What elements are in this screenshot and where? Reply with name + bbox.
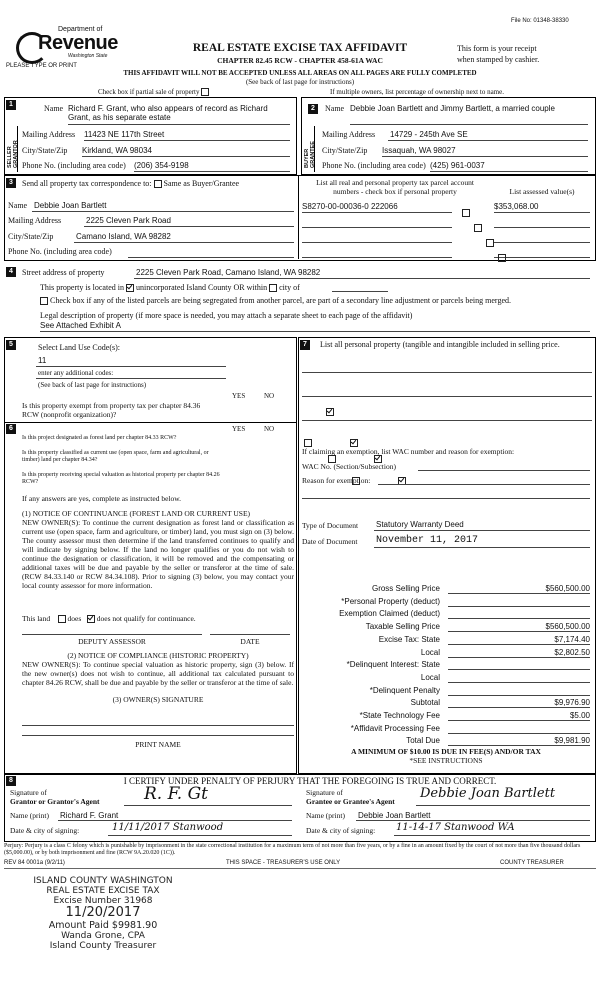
dor-logo (16, 26, 120, 64)
tax-row-value[interactable]: $560,500.00 (545, 622, 590, 631)
personal-property-checkbox-2[interactable] (474, 224, 482, 232)
logo-state: Washington State (68, 53, 108, 59)
form-title: REAL ESTATE EXCISE TAX AFFIDAVIT (192, 42, 408, 54)
corr-name[interactable]: Debbie Joan Bartlett (34, 201, 107, 210)
stamp-county: ISLAND COUNTY WASHINGTON (33, 876, 173, 886)
multiple-owners-note: If multiple owners, list percentage of ownership next to name. (330, 88, 504, 96)
personal-property-checkbox-4[interactable] (498, 254, 506, 262)
stamp-excise-number: Excise Number 31968 (53, 896, 153, 906)
buyer-phone-label: Phone No. (including area code) (322, 161, 426, 170)
seller-city-label: City/State/Zip (22, 146, 68, 155)
buyer-address[interactable]: 14729 - 245th Ave SE (390, 130, 468, 139)
grantee-date-city[interactable]: 11-14-17 Stanwood WA (396, 822, 515, 833)
assessor-date-label: DATE (240, 637, 260, 646)
grantee-sig-of: Signature of (306, 788, 343, 797)
seller-name-label: Name (44, 104, 64, 113)
grantor-name-label: Name (print) (10, 811, 49, 820)
land-use-code[interactable]: 11 (38, 356, 47, 365)
grantor-agent-label: Grantor or Grantor's Agent (10, 797, 100, 806)
grantor-sig-of: Signature of (10, 788, 47, 797)
tax-row-label: Taxable Selling Price (365, 622, 440, 631)
forest-land-question: Is this project designated as forest land per chapter 84.33 RCW? (22, 435, 177, 441)
section-2-number: 2 (308, 104, 318, 114)
seller-address[interactable]: 11423 NE 117th Street (84, 130, 165, 139)
owner-signature-label: (3) OWNER(S) SIGNATURE (112, 695, 204, 704)
buyer-tab: BUYER GRANTEE (304, 141, 316, 168)
stamp-treasurer-name: Wanda Grone, CPA (61, 931, 145, 941)
grantee-agent-label: Grantee or Grantee's Agent (306, 797, 395, 806)
grantor-signature: R. F. Gt (144, 784, 208, 804)
corr-address-label: Mailing Address (8, 216, 62, 225)
certify-statement: I CERTIFY UNDER PENALTY OF PERJURY THAT THE FOREGOING IS TRUE AND CORRECT. (123, 776, 497, 786)
s6-yes: YES (232, 425, 246, 433)
legal-description-label: Legal description of property (if more space is needed, you may attach a separate sheet to each page of the affidavit) (40, 311, 413, 320)
tax-row-value[interactable]: $9,981.90 (554, 736, 590, 745)
section-3-number: 3 (6, 178, 16, 188)
section-1-number: 1 (6, 100, 16, 110)
seller-phone[interactable]: (206) 354-9198 (134, 161, 189, 170)
seller-phone-label: Phone No. (including area code) (22, 161, 126, 170)
wac-label: WAC No. (Section/Subsection) (302, 462, 396, 471)
stamp-treasurer-title: Island County Treasurer (49, 941, 157, 951)
see-instructions: *SEE INSTRUCTIONS (409, 756, 483, 765)
land-use-see-back: (See back of last page for instructions) (38, 381, 147, 389)
street-address-label: Street address of property (22, 268, 105, 277)
s5-no: NO (264, 392, 275, 400)
exempt-question: Is this property exempt from property tax per chapter 84.36 RCW (nonprofit organization)? (22, 401, 201, 419)
grantee-name-label: Name (print) (306, 811, 345, 820)
partial-sale-checkbox[interactable] (201, 88, 209, 96)
does-not-qualify-checkbox[interactable] (87, 615, 95, 623)
grantor-date-label: Date & city of signing: (10, 826, 80, 835)
parcel-header-1: List all real and personal property tax parcel account (316, 178, 474, 187)
qualify-line: This land does does not qualify for continuance. (22, 614, 196, 623)
seller-tab: SELLER GRANTOR (7, 140, 19, 168)
grantee-name[interactable]: Debbie Joan Bartlett (358, 811, 431, 820)
treasurer-space: THIS SPACE - TREASURER'S USE ONLY (226, 860, 341, 866)
section-5-number: 5 (6, 340, 16, 350)
tax-row-label: Gross Selling Price (371, 584, 440, 593)
stamp-tax: REAL ESTATE EXCISE TAX (46, 886, 160, 896)
tax-row-label: Local (420, 648, 440, 657)
notice-compliance-title: (2) NOTICE OF COMPLIANCE (HISTORIC PROPERTY) (67, 651, 249, 660)
if-yes-note: If any answers are yes, complete as instructed below. (22, 494, 182, 503)
corr-city-label: City/State/Zip (8, 232, 54, 241)
buyer-city-label: City/State/Zip (322, 146, 368, 155)
land-use-label: Select Land Use Code(s): (38, 343, 120, 352)
section-7 (298, 337, 596, 774)
section-7-number: 7 (300, 340, 310, 350)
tax-row-label: Subtotal (410, 698, 440, 707)
tax-row-label: Total Due (406, 736, 440, 745)
corr-address[interactable]: 2225 Cleven Park Road (86, 216, 171, 225)
historic-question: Is this property receiving special valuation as historical property per chapter 84.26 RCW? (22, 472, 220, 485)
grantee-date-label: Date & city of signing: (306, 826, 376, 835)
print-name-label: PRINT NAME (135, 740, 181, 749)
tax-row-value[interactable]: $2,802.50 (554, 648, 590, 657)
legal-description-value[interactable]: See Attached Exhibit A (40, 321, 121, 330)
notice-compliance-body: NEW OWNER(S): To continue special valuation as historic property, sign (3) below. If the new owner(s) does not wish to continue, all additional tax calculated pursuant to chapter 84.26 RCW, shall be due and payable by the seller or transferor at the time of sale. (22, 660, 294, 687)
buyer-name-label: Name (325, 104, 345, 113)
document-type[interactable]: Statutory Warranty Deed (376, 520, 464, 529)
personal-property-checkbox-1[interactable] (462, 209, 470, 217)
partial-sale-label: Check box if partial sale of property (98, 88, 209, 96)
tax-row-label: *Affidavit Processing Fee (350, 724, 440, 733)
exemption-label: If claiming an exemption, list WAC number and reason for exemption: (302, 447, 515, 456)
property-located: This property is located in unincorporated Island County OR within city of (40, 283, 300, 292)
tax-row-label: Exemption Claimed (deduct) (339, 609, 440, 618)
stamp-date: 11/20/2017 (65, 905, 141, 920)
personal-property-label: List all personal property (tangible and intangible included in selling price. (320, 340, 560, 349)
current-use-question: Is this property classified as current use (open space, farm and agricultural, or timber) land per chapter 84.34? (22, 450, 209, 463)
buyer-name[interactable]: Debbie Joan Bartlett and Jimmy Bartlett, a married couple (350, 104, 555, 113)
rev-number: REV 84 0001a (9/2/11) (4, 860, 65, 866)
minimum-due: A MINIMUM OF $10.00 IS DUE IN FEE(S) AND/OR TAX (351, 747, 541, 756)
perjury-notice: Perjury: Perjury is a class C felony which is punishable by imprisonment in the state correctional institution for a maximum term of not more than five years, or by a fine in an amount fixed by the court of not more than five thousand dollars ($5,000.00), or by both imprisonment and fine (RCW 9A.20.020 (1C)). (4, 843, 581, 856)
tax-row-value[interactable]: $560,500.00 (545, 584, 590, 593)
logo-word: Revenue (38, 32, 118, 54)
notice-continuance-title: (1) NOTICE OF CONTINUANCE (FOREST LAND OR CURRENT USE) (22, 509, 251, 518)
notice-continuance-body: NEW OWNER(S): To continue the current designation as forest land or classification as current use (open space, farm and agriculture, or timber) land, you must sign on (3) below. The county assessor must then determine if the land transferred continues to qualify and will indicate by signing below. If the land no longer qualifies or you do not wish to continue the designation or classification, it will be removed and the compensating or additional taxes will be due and payable by the seller or transferor at the time of sale. (RCW 84.33.140 or RCW 84.34.108). Prior to signing (3) below, you may contact your local county assessor for more information. (22, 518, 294, 590)
s6-no: NO (264, 425, 275, 433)
exempt-no-checkbox[interactable] (326, 408, 334, 416)
does-qualify-checkbox[interactable] (58, 615, 66, 623)
buyer-city[interactable]: Issaquah, WA 98027 (382, 146, 456, 155)
assessed-value[interactable]: $353,068.00 (494, 202, 539, 211)
document-type-label: Type of Document (302, 521, 359, 530)
see-back-note: (See back of last page for instructions) (245, 78, 355, 86)
tax-row-label: Excise Tax: State (378, 635, 440, 644)
not-accepted-notice: THIS AFFIDAVIT WILL NOT BE ACCEPTED UNLESS ALL AREAS ON ALL PAGES ARE FULLY COMPLETED (123, 69, 477, 77)
logo-dept: Department of (58, 26, 103, 33)
section-8-number: 8 (6, 776, 16, 786)
corr-city[interactable]: Camano Island, WA 98282 (76, 232, 171, 241)
seller-name[interactable]: Richard F. Grant, who also appears of record as Richard Grant, as his separate estate (68, 104, 268, 122)
section-6-number: 6 (6, 424, 16, 434)
receipt-line-2: when stamped by cashier. (457, 55, 540, 64)
tax-row-label: Local (420, 673, 440, 682)
parcel-header-2: numbers - check box if personal property (333, 187, 457, 196)
please-type: PLEASE TYPE OR PRINT (6, 63, 77, 69)
document-date[interactable]: November 11, 2017 (376, 535, 479, 546)
buyer-phone[interactable]: (425) 961-0037 (430, 161, 485, 170)
tax-row-value[interactable]: $7,174.40 (554, 635, 590, 644)
grantor-name[interactable]: Richard F. Grant (60, 811, 119, 820)
corr-phone-label: Phone No. (including area code) (8, 247, 112, 256)
file-number: File No: 01348-38330 (511, 18, 569, 24)
unincorporated-checkbox[interactable] (126, 284, 134, 292)
reason-label: Reason for exemption: (302, 476, 371, 485)
assessed-header: List assessed value(s) (509, 187, 575, 196)
tax-correspondence-label: Send all property tax correspondence to: Same as Buyer/Grantee (22, 179, 240, 188)
seller-address-label: Mailing Address (22, 130, 76, 139)
tax-row-label: *Delinquent Interest: State (346, 660, 440, 669)
tax-row-value[interactable]: $5.00 (569, 711, 590, 720)
section-4-number: 4 (6, 267, 16, 277)
tax-row-label: *Personal Property (deduct) (341, 597, 440, 606)
segregated-checkbox[interactable] (40, 297, 48, 305)
tax-row-label: *Delinquent Penalty (369, 686, 440, 695)
tax-row-label: *State Technology Fee (359, 711, 440, 720)
county-treasurer: COUNTY TREASURER (500, 860, 564, 866)
same-as-buyer-checkbox[interactable] (154, 180, 162, 188)
receipt-line-1: This form is your receipt (457, 44, 537, 53)
city-of-checkbox[interactable] (269, 284, 277, 292)
buyer-address-label: Mailing Address (322, 130, 376, 139)
personal-property-checkbox-3[interactable] (486, 239, 494, 247)
street-address[interactable]: 2225 Cleven Park Road, Camano Island, WA 98282 (136, 268, 321, 277)
additional-codes-label: enter any additional codes: (38, 369, 114, 377)
stamp-amount: Amount Paid $9981.90 (48, 920, 158, 931)
form-chapter: CHAPTER 82.45 RCW - CHAPTER 458-61A WAC (217, 56, 383, 65)
s5-yes: YES (232, 392, 246, 400)
treasurer-stamp (18, 876, 188, 951)
document-date-label: Date of Document (302, 537, 358, 546)
corr-name-label: Name (8, 201, 28, 210)
grantor-date-city[interactable]: 11/11/2017 Stanwood (112, 822, 224, 833)
tax-row-value[interactable]: $9,976.90 (554, 698, 590, 707)
seller-city[interactable]: Kirkland, WA 98034 (82, 146, 152, 155)
parcel-number[interactable]: S8270-00-00036-0 222066 (302, 202, 398, 211)
deputy-assessor-label: DEPUTY ASSESSOR (78, 637, 146, 646)
segregated-label: Check box if any of the listed parcels are being segregated from another parcel, are part of a secondary line adjustment or parcels being merged. (40, 296, 596, 305)
grantee-signature: Debbie Joan Bartlett (420, 786, 556, 801)
